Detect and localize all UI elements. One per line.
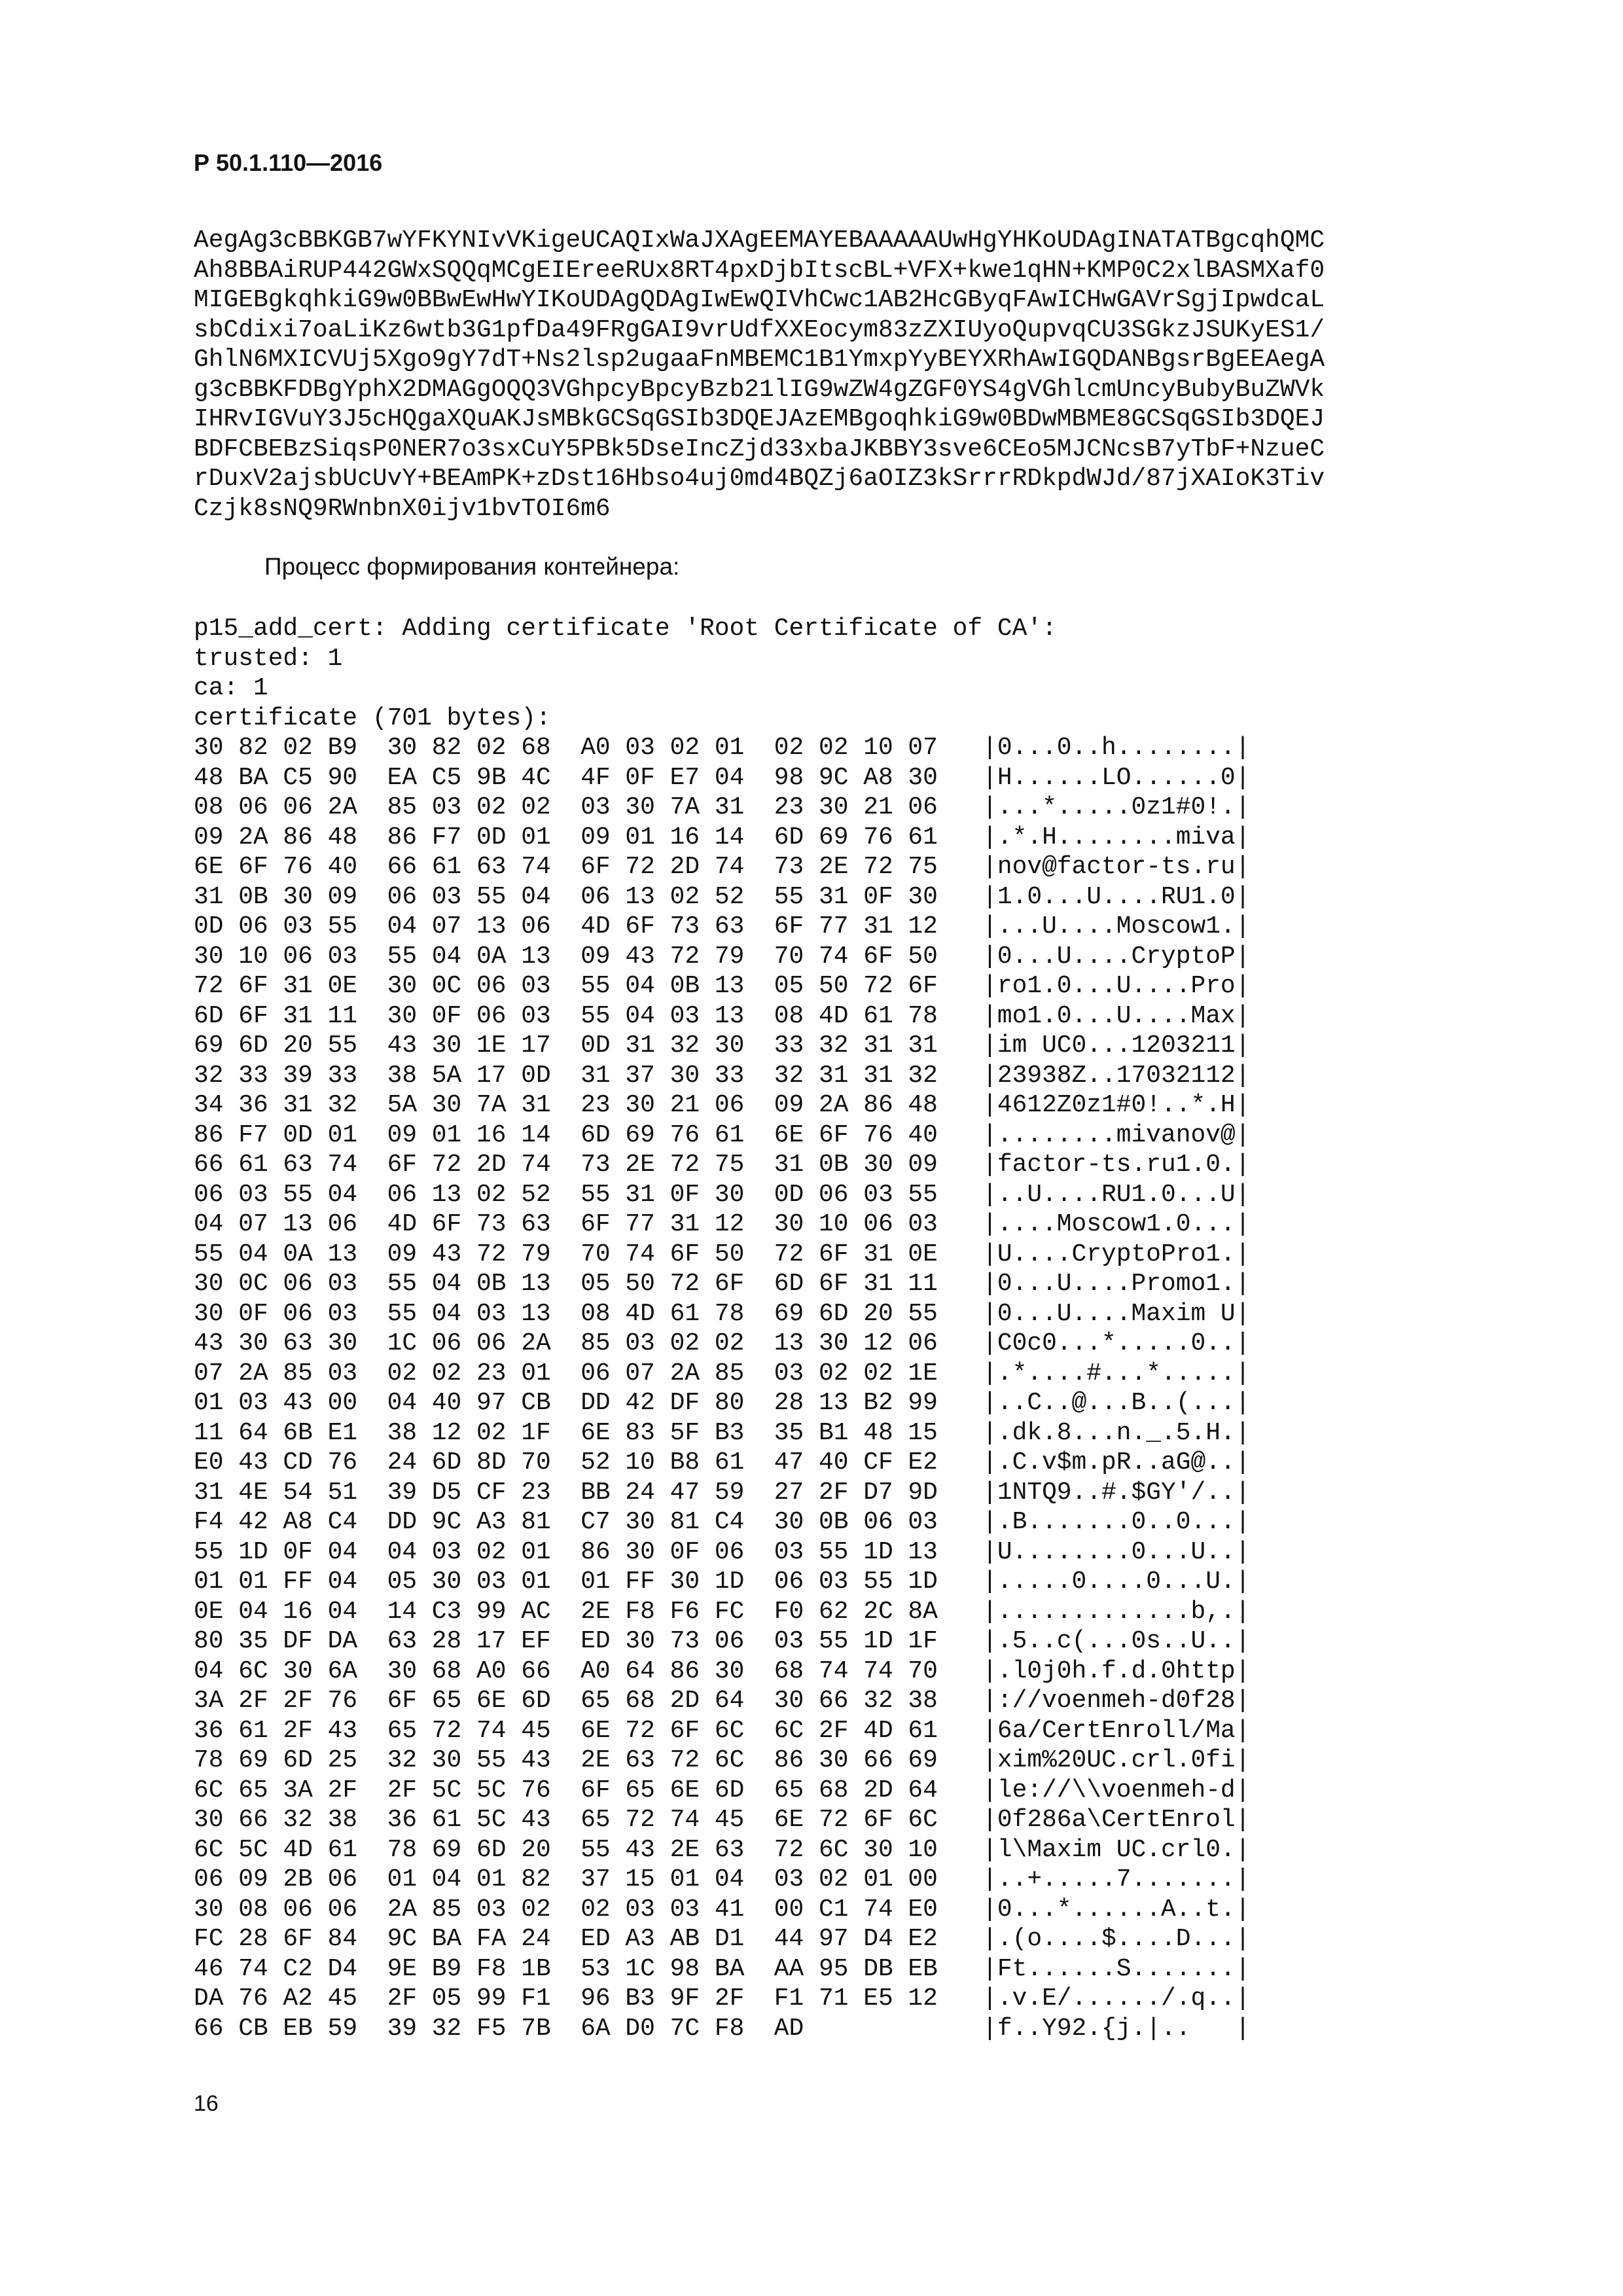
hexdump-row: 43 30 63 30 1C 06 06 2A 85 03 02 02 13 30 12 06 |C0c0...*.....0..| bbox=[194, 1329, 1251, 1357]
hexdump-row: 01 03 43 00 04 40 97 CB DD 42 DF 80 28 13 B2 99 |..C..@...B..(...| bbox=[194, 1389, 1251, 1417]
hexdump-row: 36 61 2F 43 65 72 74 45 6E 72 6F 6C 6C 2F 4D 61 |6a/CertEnroll/Ma| bbox=[194, 1716, 1251, 1745]
hexdump-row: 46 74 C2 D4 9E B9 F8 1B 53 1C 98 BA AA 95 DB EB |Ft......S.......| bbox=[194, 1954, 1251, 1983]
hexdump-row: 0D 06 03 55 04 07 13 06 4D 6F 73 63 6F 77 31 12 |...U....Moscow1.| bbox=[194, 912, 1251, 941]
base64-line: Czjk8sNQ9RWnbnX0ijv1bvTOI6m6 bbox=[194, 494, 611, 523]
base64-line: sbCdixi7oaLiKz6wtb3G1pfDa49FRgGAI9vrUdfXXEocym83zZXIUyoQupvqCU3SGkzJSUKyES1/ bbox=[194, 315, 1325, 344]
hexdump-row: 48 BA C5 90 EA C5 9B 4C 4F 0F E7 04 98 9C A8 30 |H......LO......0| bbox=[194, 763, 1251, 792]
hexdump-row: 6C 5C 4D 61 78 69 6D 20 55 43 2E 63 72 6C 30 10 |l\Maxim UC.crl0.| bbox=[194, 1835, 1251, 1864]
base64-block bbox=[194, 226, 1325, 524]
page-number: 16 bbox=[194, 2091, 219, 2116]
hexdump-row: 6C 65 3A 2F 2F 5C 5C 76 6F 65 6E 6D 65 68 2D 64 |le://\\voenmeh-d| bbox=[194, 1776, 1251, 1804]
hexdump-row: 04 6C 30 6A 30 68 A0 66 A0 64 86 30 68 74 74 70 |.l0j0h.f.d.0http| bbox=[194, 1657, 1251, 1685]
hexdump-row: 01 01 FF 04 05 30 03 01 01 FF 30 1D 06 03 55 1D |.....0....0...U.| bbox=[194, 1568, 1251, 1596]
hexdump-row: 30 0C 06 03 55 04 0B 13 05 50 72 6F 6D 6F 31 11 |0...U....Promo1.| bbox=[194, 1270, 1251, 1298]
hexdump-row: 09 2A 86 48 86 F7 0D 01 09 01 16 14 6D 69 76 61 |.*.H........miva| bbox=[194, 823, 1251, 852]
hexdump-row: 31 0B 30 09 06 03 55 04 06 13 02 52 55 31 0F 30 |1.0...U....RU1.0| bbox=[194, 882, 1251, 911]
hexdump-row: 69 6D 20 55 43 30 1E 17 0D 31 32 30 33 32 31 31 |im UC0...1203211| bbox=[194, 1031, 1251, 1060]
document-header: Р 50.1.110—2016 bbox=[194, 149, 383, 176]
hexdump-row: 30 10 06 03 55 04 0A 13 09 43 72 79 70 74 6F 50 |0...U....CryptoP| bbox=[194, 942, 1251, 971]
base64-line: g3cBBKFDBgYphX2DMAGgOQQ3VGhpcyBpcyBzb21lIG9wZW4gZGF0YS4gVGhlcmUncyBubyBuZWVk bbox=[194, 375, 1325, 404]
hexdump-row: F4 42 A8 C4 DD 9C A3 81 C7 30 81 C4 30 0B 06 03 |.B.......0..0...| bbox=[194, 1508, 1251, 1536]
log-output bbox=[194, 614, 1057, 733]
hexdump-row: 3A 2F 2F 76 6F 65 6E 6D 65 68 2D 64 30 66 32 38 |://voenmeh-d0f28| bbox=[194, 1687, 1251, 1715]
hexdump-row: 11 64 6B E1 38 12 02 1F 6E 83 5F B3 35 B1 48 15 |.dk.8...n._.5.H.| bbox=[194, 1418, 1251, 1447]
hexdump-row: 04 07 13 06 4D 6F 73 63 6F 77 31 12 30 10 06 03 |....Moscow1.0...| bbox=[194, 1210, 1251, 1238]
hexdump-row: 80 35 DF DA 63 28 17 EF ED 30 73 06 03 55 1D 1F |.5..c(...0s..U..| bbox=[194, 1627, 1251, 1655]
hexdump-row: FC 28 6F 84 9C BA FA 24 ED A3 AB D1 44 97 D4 E2 |.(o....$....D...| bbox=[194, 1925, 1251, 1953]
hexdump-row: 0E 04 16 04 14 C3 99 AC 2E F8 F6 FC F0 62 2C 8A |.............b,.| bbox=[194, 1597, 1251, 1626]
hexdump-row: 78 69 6D 25 32 30 55 43 2E 63 72 6C 86 30 66 69 |xim%20UC.crl.0fi| bbox=[194, 1746, 1251, 1774]
hexdump-row: 06 09 2B 06 01 04 01 82 37 15 01 04 03 02 01 00 |..+.....7.......| bbox=[194, 1865, 1251, 1893]
hexdump-row: 31 4E 54 51 39 D5 CF 23 BB 24 47 59 27 2F D7 9D |1NTQ9..#.$GY'/..| bbox=[194, 1478, 1251, 1507]
base64-line: IHRvIGVuY3J5cHQgaXQuAKJsMBkGCSqGSIb3DQEJAzEMBgoqhkiG9w0BDwMBME8GCSqGSIb3DQEJ bbox=[194, 405, 1325, 433]
hexdump-row: 66 CB EB 59 39 32 F5 7B 6A D0 7C F8 AD |f..Y92.{j.|.. | bbox=[194, 2014, 1251, 2043]
hexdump-block bbox=[194, 733, 1250, 2043]
hexdump-row: 32 33 39 33 38 5A 17 0D 31 37 30 33 32 31 31 32 |23938Z..17032112| bbox=[194, 1061, 1251, 1090]
base64-line: BDFCBEBzSiqsP0NER7o3sxCuY5PBk5DseIncZjd33xbaJKBBY3sve6CEo5MJCNcsB7yTbF+NzueC bbox=[194, 435, 1325, 463]
base64-line: rDuxV2ajsbUcUvY+BEAmPK+zDst16Hbso4uj0md4BQZj6aOIZ3kSrrrRDkpdWJd/87jXAIoK3Tiv bbox=[194, 465, 1325, 493]
hexdump-row: 34 36 31 32 5A 30 7A 31 23 30 21 06 09 2A 86 48 |4612Z0z1#0!..*.H| bbox=[194, 1091, 1251, 1119]
log-line: trusted: 1 bbox=[194, 644, 343, 673]
base64-line: GhlN6MXICVUj5Xgo9gY7dT+Ns2lsp2ugaaFnMBEMC1B1YmxpYyBEYXRhAwIGQDANBgsrBgEEAegA bbox=[194, 346, 1325, 374]
section-caption: Процесс формирования контейнера: bbox=[264, 553, 680, 580]
hexdump-row: 66 61 63 74 6F 72 2D 74 73 2E 72 75 31 0B 30 09 |factor-ts.ru1.0.| bbox=[194, 1151, 1251, 1179]
log-line: certificate (701 bytes): bbox=[194, 704, 551, 732]
hexdump-row: 6D 6F 31 11 30 0F 06 03 55 04 03 13 08 4D 61 78 |mo1.0...U....Max| bbox=[194, 1001, 1251, 1030]
hexdump-row: 30 82 02 B9 30 82 02 68 A0 03 02 01 02 02 10 07 |0...0..h........| bbox=[194, 734, 1251, 762]
hexdump-row: 07 2A 85 03 02 02 23 01 06 07 2A 85 03 02 02 1E |.*....#...*.....| bbox=[194, 1359, 1251, 1388]
hexdump-row: 30 08 06 06 2A 85 03 02 02 03 03 41 00 C1 74 E0 |0...*......A..t.| bbox=[194, 1895, 1251, 1924]
base64-line: Ah8BBAiRUP442GWxSQQqMCgEIEreeRUx8RT4pxDjbItscBL+VFX+kwe1qHN+KMP0C2xlBASMXaf0 bbox=[194, 256, 1325, 285]
hexdump-row: 86 F7 0D 01 09 01 16 14 6D 69 76 61 6E 6F 76 40 |........mivanov@| bbox=[194, 1121, 1251, 1149]
log-line: p15_add_cert: Adding certificate 'Root Certificate of CA': bbox=[194, 615, 1057, 643]
base64-line: AegAg3cBBKGB7wYFKYNIvVKigeUCAQIxWaJXAgEEMAYEBAAAAAUwHgYHKoUDAgINATATBgcqhQMC bbox=[194, 226, 1325, 255]
hexdump-row: DA 76 A2 45 2F 05 99 F1 96 B3 9F 2F F1 71 E5 12 |.v.E/....../.q..| bbox=[194, 1984, 1251, 2013]
hexdump-row: 30 0F 06 03 55 04 03 13 08 4D 61 78 69 6D 20 55 |0...U....Maxim U| bbox=[194, 1299, 1251, 1328]
log-line: ca: 1 bbox=[194, 674, 268, 702]
hexdump-row: 72 6F 31 0E 30 0C 06 03 55 04 0B 13 05 50 72 6F |ro1.0...U....Pro| bbox=[194, 972, 1251, 1000]
hexdump-row: 55 04 0A 13 09 43 72 79 70 74 6F 50 72 6F 31 0E |U....CryptoPro1.| bbox=[194, 1240, 1251, 1268]
hexdump-row: E0 43 CD 76 24 6D 8D 70 52 10 B8 61 47 40 CF E2 |.C.v$m.pR..aG@..| bbox=[194, 1448, 1251, 1477]
hexdump-row: 08 06 06 2A 85 03 02 02 03 30 7A 31 23 30 21 06 |...*.....0z1#0!.| bbox=[194, 793, 1251, 821]
hexdump-row: 6E 6F 76 40 66 61 63 74 6F 72 2D 74 73 2E 72 75 |nov@factor-ts.ru| bbox=[194, 853, 1251, 881]
hexdump-row: 30 66 32 38 36 61 5C 43 65 72 74 45 6E 72 6F 6C |0f286a\CertEnrol| bbox=[194, 1806, 1251, 1834]
hexdump-row: 06 03 55 04 06 13 02 52 55 31 0F 30 0D 06 03 55 |..U....RU1.0...U| bbox=[194, 1180, 1251, 1209]
hexdump-row: 55 1D 0F 04 04 03 02 01 86 30 0F 06 03 55 1D 13 |U........0...U..| bbox=[194, 1537, 1251, 1566]
base64-line: MIGEBgkqhkiG9w0BBwEwHwYIKoUDAgQDAgIwEwQIVhCwc1AB2HcGByqFAwICHwGAVrSgjIpwdcaL bbox=[194, 286, 1325, 314]
